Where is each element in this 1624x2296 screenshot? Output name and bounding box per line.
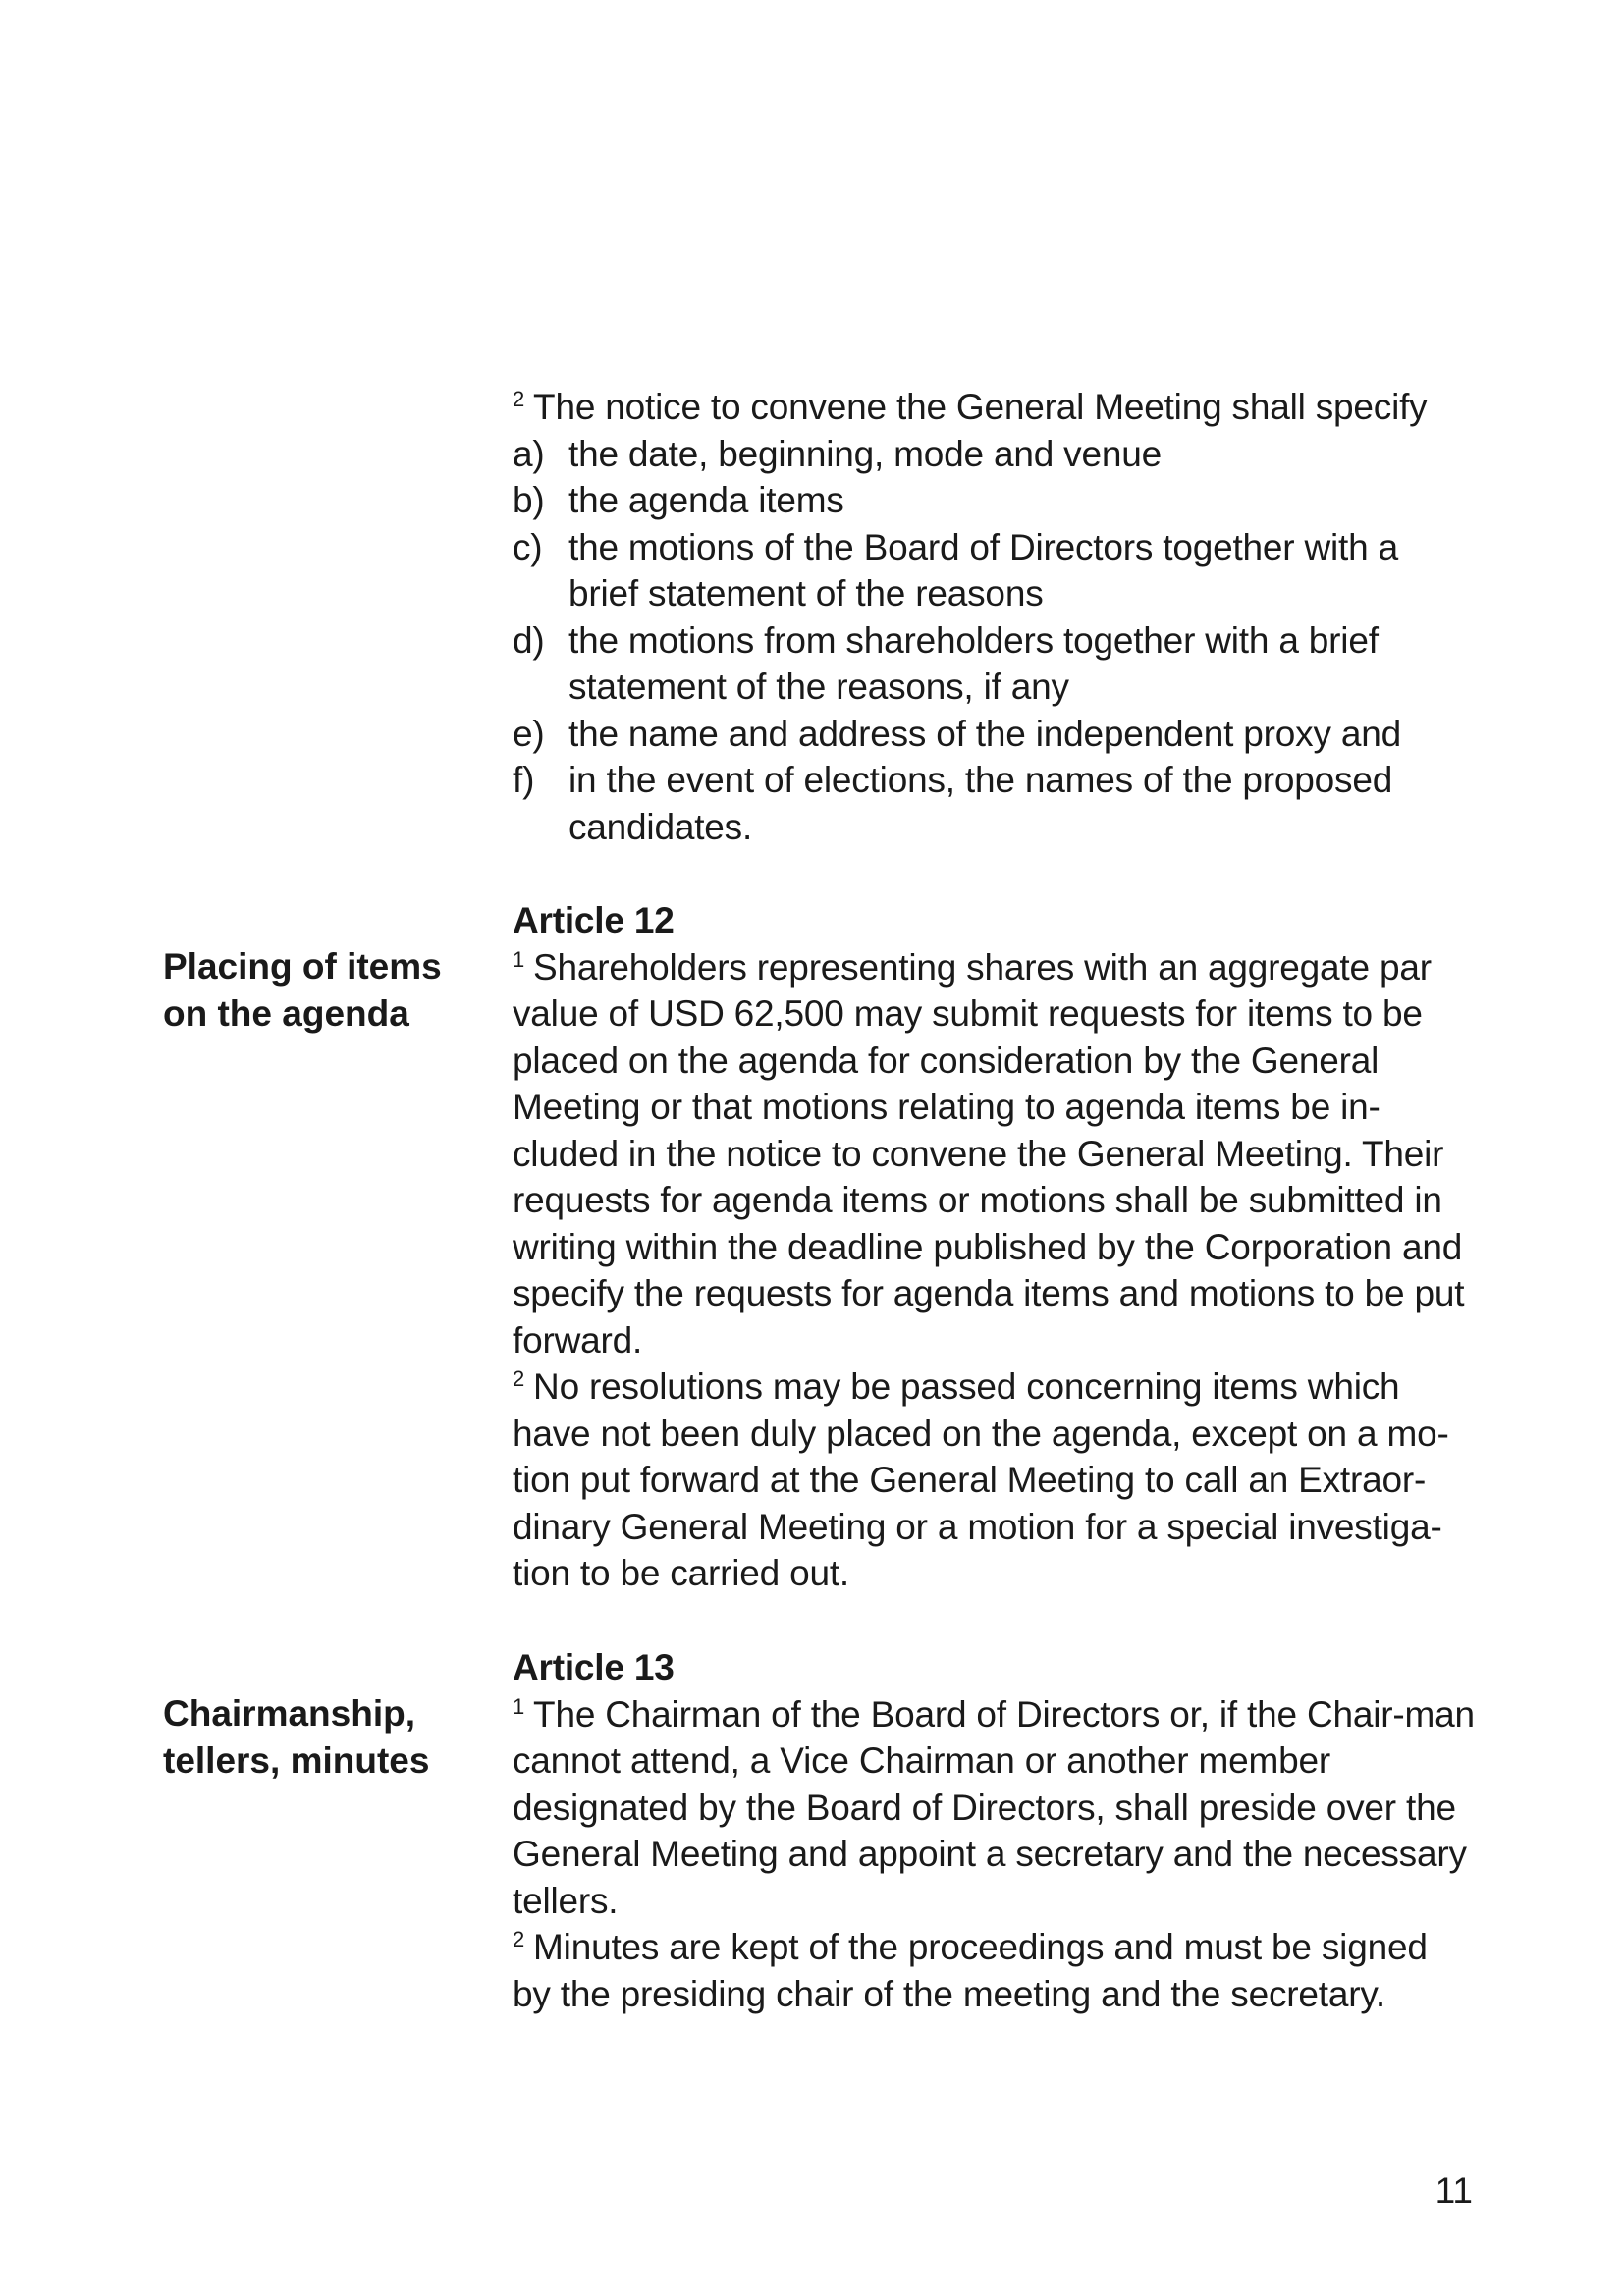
article12-heading: Article 12 xyxy=(513,900,675,940)
notice-intro-text: The notice to convene the General Meeting shall specify xyxy=(533,387,1428,427)
notice-list xyxy=(513,431,1475,851)
notice-intro xyxy=(513,384,1475,431)
article13-side-title xyxy=(163,1690,487,1784)
side-title-line: Chairmanship, xyxy=(163,1693,415,1734)
list-marker: b) xyxy=(513,480,545,520)
article13-paragraph-1 xyxy=(513,1691,1475,1925)
list-marker: f) xyxy=(513,760,535,800)
list-item xyxy=(513,477,1475,524)
list-marker: e) xyxy=(513,713,545,754)
side-title-line: on the agenda xyxy=(163,992,409,1034)
paragraph-number: 2 xyxy=(513,387,525,411)
paragraph-text: The Chairman of the Board of Directors or, if the Chair-man cannot attend, a Vice Chairman or another member designated by the Board of Directors, shall preside over the General Meeting and appoint a secretary and the necessary tellers. xyxy=(513,1693,1475,1921)
list-item xyxy=(513,757,1475,850)
list-text: the motions from shareholders together with a brief statement of the reasons, if any xyxy=(568,619,1379,707)
list-text: the agenda items xyxy=(568,480,844,520)
list-marker: c) xyxy=(513,526,543,567)
side-title-line: tellers, minutes xyxy=(163,1739,430,1781)
article13-heading: Article 13 xyxy=(513,1647,675,1687)
paragraph-number: 1 xyxy=(513,1693,525,1719)
paragraph-text: Minutes are kept of the proceedings and must be signed by the presiding chair of the meeting and the secretary. xyxy=(513,1927,1428,2014)
article13-section xyxy=(513,1644,1475,2017)
list-item xyxy=(513,617,1475,711)
paragraph-number: 2 xyxy=(513,1366,525,1391)
list-marker: d) xyxy=(513,619,545,661)
list-marker: a) xyxy=(513,433,545,474)
article12-side-title xyxy=(163,943,487,1037)
article12-section xyxy=(513,897,1475,1597)
paragraph-text: Shareholders representing shares with an aggregate par value of USD 62,500 may submit requests for items to be placed on the agenda for consideration by the General Meeting or that motions relating to agenda items be in-cluded in the notice to convene the General Meeting. Their requests for agenda items or motions shall be submitted in writing within the deadline published by the Corporation and specify the requests for agenda items and motions to be put forward. xyxy=(513,946,1465,1361)
list-text: the date, beginning, mode and venue xyxy=(568,433,1162,474)
article12-paragraph-2 xyxy=(513,1363,1475,1597)
list-text: the motions of the Board of Directors together with a brief statement of the reasons xyxy=(568,526,1398,614)
notice-section xyxy=(513,384,1475,850)
list-item xyxy=(513,711,1475,758)
paragraph-number: 2 xyxy=(513,1927,525,1951)
list-text: the name and address of the independent proxy and xyxy=(568,713,1401,754)
paragraph-text: No resolutions may be passed concerning items which have not been duly placed on the agenda, except on a mo-tion put forward at the General Meeting to call an Extraor-dinary General Meeting or a motion for a special investiga-tion to be carried out. xyxy=(513,1366,1449,1593)
page-number: 11 xyxy=(1435,2170,1473,2211)
list-item xyxy=(513,524,1475,617)
side-title-line: Placing of items xyxy=(163,946,442,987)
article12-paragraph-1 xyxy=(513,944,1475,1364)
paragraph-number: 1 xyxy=(513,946,525,972)
list-item xyxy=(513,431,1475,478)
list-text: in the event of elections, the names of the proposed candidates. xyxy=(568,760,1393,847)
article13-paragraph-2 xyxy=(513,1924,1475,2017)
